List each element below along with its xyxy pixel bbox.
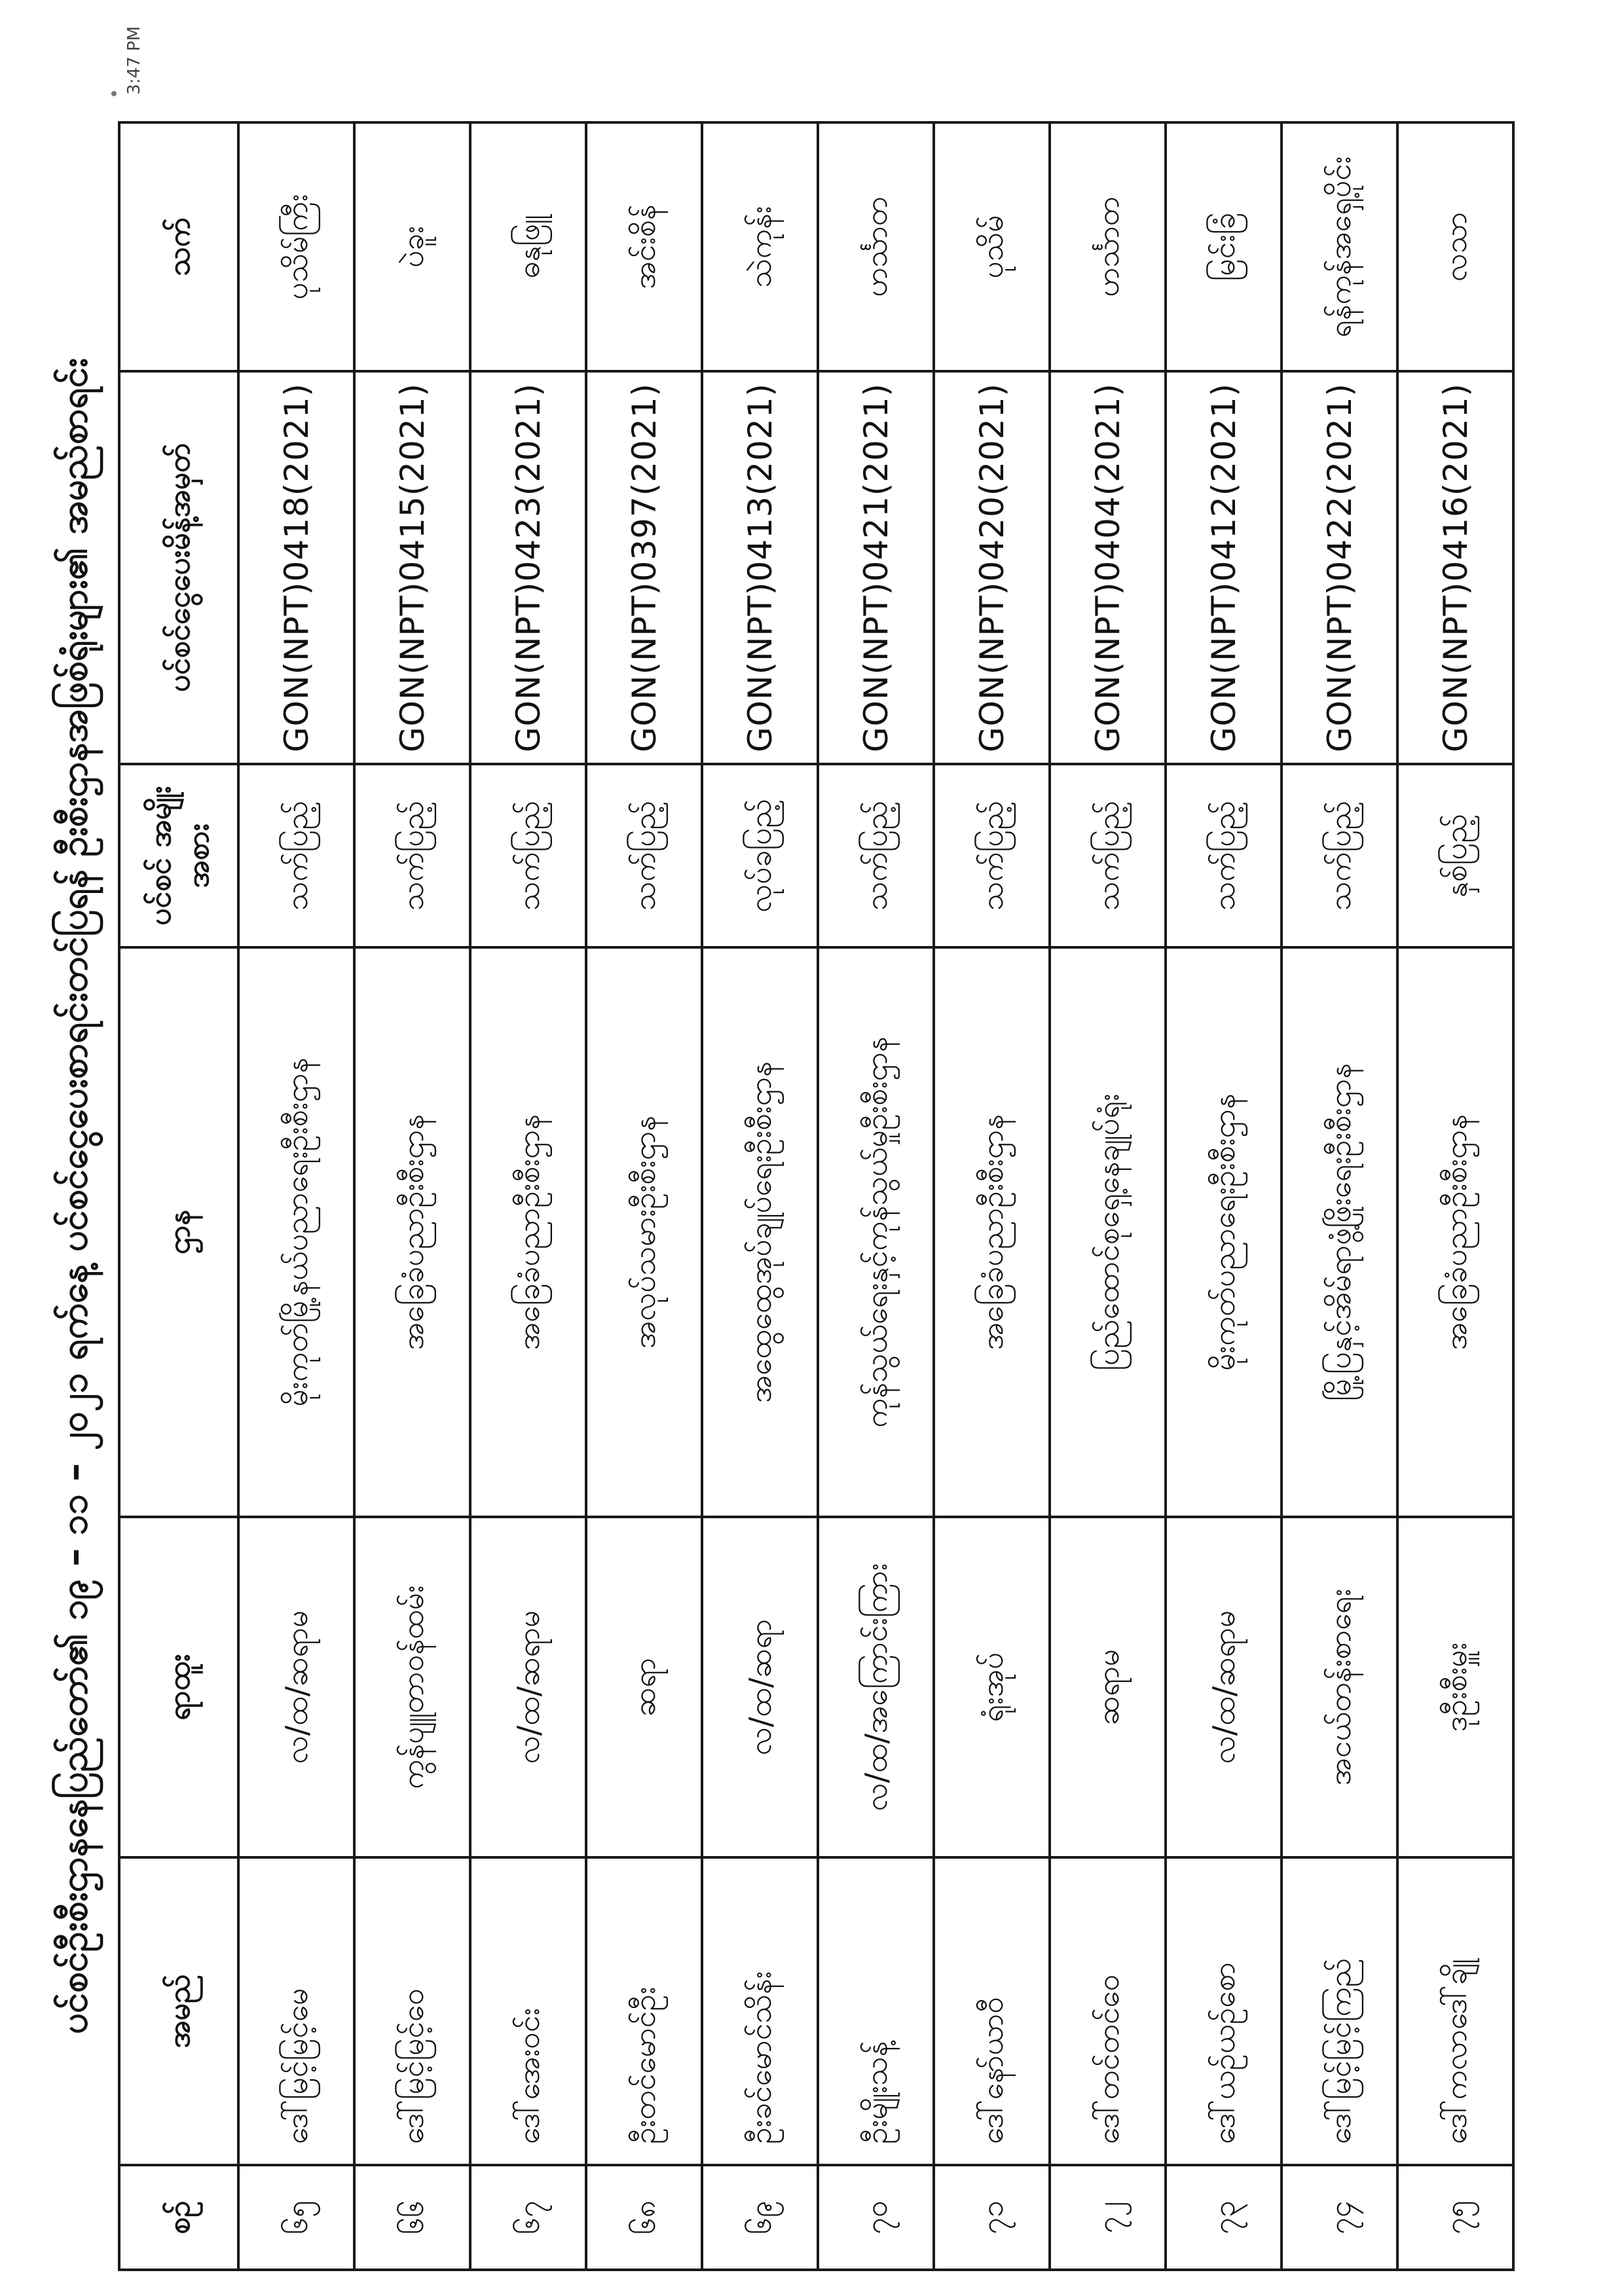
cell-name: ဒေါ်ကလာဒေါ်ချို <box>1397 1857 1513 2165</box>
table-row <box>586 122 702 2270</box>
cell-ref: GON(NPT)0422(2021) <box>1282 371 1397 764</box>
header-no: စဉ် <box>119 2165 238 2270</box>
cell-pension-type: သက်ပြည့် <box>934 764 1050 947</box>
cell-pension-type: သက်ပြည့် <box>818 764 934 947</box>
cell-dept: ကုန်သွယ်ရေးနှင့်ကုန်သွယ်မှုဦးစီးဌာန <box>818 947 934 1517</box>
cell-no: ၆၅ <box>238 2165 354 2270</box>
cell-township: ပုသိမ်ကြီး <box>238 122 354 371</box>
cell-township: ဟင်္သာတ <box>818 122 934 371</box>
cell-ref: GON(NPT)0413(2021) <box>702 371 818 764</box>
cell-dept: အခြေခံပညာဦးစီးဌာန <box>354 947 470 1517</box>
cell-rank: လ/ထ/ဆရာမ <box>238 1517 354 1857</box>
cell-no: ၇၂ <box>1050 2165 1166 2270</box>
cell-township: ရန်ကုန်အရှေ့ပိုင်း <box>1282 122 1397 371</box>
header-township: သက် <box>119 122 238 371</box>
cell-township: ဟင်္သာတ <box>1050 122 1166 371</box>
header-rank: ရာထူး <box>119 1517 238 1857</box>
table-row <box>818 122 934 2270</box>
table-header-row <box>119 122 238 2270</box>
cell-rank: လ/ထ/ဆရာမ <box>470 1517 586 1857</box>
cell-pension-type: လုပ်ခပြည့် <box>702 764 818 947</box>
header-pension-type: ပင်စင် အမျိုးအစား <box>119 764 238 947</box>
table-row <box>702 122 818 2270</box>
cell-rank: လ/ထ/ဆရာမ <box>1166 1517 1282 1857</box>
cell-ref: GON(NPT)0420(2021) <box>934 371 1050 764</box>
cell-no: ၆၇ <box>470 2165 586 2270</box>
cell-dept: အလုပ်သမားဦးစီးဌာန <box>586 947 702 1517</box>
cell-name: ဒေါ်ယဉ်ယဉ်စော <box>1166 1857 1282 2165</box>
cell-rank: ဆရာ <box>586 1517 702 1857</box>
table-row <box>1397 122 1513 2270</box>
cell-name: ဒေါ်မြင့်မြင့်ကြည် <box>1282 1857 1397 2165</box>
cell-name: ဦးခင်မောင်သိန်း <box>702 1857 818 2165</box>
cell-ref: GON(NPT)0415(2021) <box>354 371 470 764</box>
header-ref: ပင်စင်ငွေပေးမိန့်အမှတ် <box>119 371 238 764</box>
cell-rank: ဒုဦးစီးမှူး <box>1397 1517 1513 1857</box>
pension-list-table <box>118 121 1515 2271</box>
cell-no: ၆၆ <box>354 2165 470 2270</box>
cell-rank: အငယ်တန်းစာရေး <box>1282 1517 1397 1857</box>
cell-rank: ကွန်ပျူတာဝန်ထမ်း <box>354 1517 470 1857</box>
cell-pension-type: သက်ပြည့် <box>238 764 354 947</box>
table-row <box>354 122 470 2270</box>
cell-dept: မိုးကုတ်ပညာရေးဦးစီးဌာန <box>1166 947 1282 1517</box>
cell-rank: ရုံးအုပ် <box>934 1517 1050 1857</box>
cell-no: ၇၅ <box>1397 2165 1513 2270</box>
cell-township: သဲကုန်း <box>702 122 818 371</box>
cell-ref: GON(NPT)0416(2021) <box>1397 371 1513 764</box>
cell-pension-type: သက်ပြည့် <box>586 764 702 947</box>
cell-ref: GON(NPT)0404(2021) <box>1050 371 1166 764</box>
cell-rank: လ/ထ/အကြောင်းကြား <box>818 1517 934 1857</box>
cell-name: ဒေါ်မြင့်မြင့်မေ <box>238 1857 354 2165</box>
cell-name: ဦးတင်မောင်ဦး <box>586 1857 702 2165</box>
cell-rank: လ/ထ/ဆရာ <box>702 1517 818 1857</box>
cell-ref: GON(NPT)0418(2021) <box>238 371 354 764</box>
cell-no: ၆၈ <box>586 2165 702 2270</box>
header-name: အမည် <box>119 1857 238 2165</box>
cell-pension-type: သက်ပြည့် <box>1282 764 1397 947</box>
cell-dept: ပြည်ထောင်စုရှေ့နေချုပ်ရုံး <box>1050 947 1166 1517</box>
cell-dept: မြို့ပြနှင့်အိမ်ရာဖွံ့ဖြိုးရေးဦးစီးဌာန <box>1282 947 1397 1517</box>
cell-pension-type: သက်ပြည့် <box>470 764 586 947</box>
cell-no: ၇၄ <box>1282 2165 1397 2270</box>
cell-no: ၇၀ <box>818 2165 934 2270</box>
table-row <box>934 122 1050 2270</box>
page-title: ပင်စင်ဦးစီးဌာနနေပြည်တော်၏ ၁၉ – ၁၁ – ၂၀၂၁ ရက်နေ့ ပင်စင်ငွေပေးစာရင်းတင်ပြရန် ဦးစီးဌာနအဖြစ်ရုံးများ၏ အမည်စာရင်း <box>53 358 96 2035</box>
cell-name: ဒေါ်အေးဝင်း <box>470 1857 586 2165</box>
table-row <box>1282 122 1397 2270</box>
cell-rank: ဆရာမ <box>1050 1517 1166 1857</box>
cell-dept: အထွေထွေအုပ်ချုပ်ရေးဦးစီးဌာန <box>702 947 818 1517</box>
cell-township: ပဲခူး <box>354 122 470 371</box>
cell-township: ဓနုဖြူ <box>470 122 586 371</box>
cell-no: ၇၃ <box>1166 2165 1282 2270</box>
cell-township: လသာ <box>1397 122 1513 371</box>
cell-pension-type: သက်ပြည့် <box>1166 764 1282 947</box>
cell-pension-type: နှစ်ပြည့် <box>1397 764 1513 947</box>
cell-no: ၇၁ <box>934 2165 1050 2270</box>
scan-speck <box>111 91 117 96</box>
cell-dept: အခြေခံပညာဦးစီးဌာန <box>934 947 1050 1517</box>
cell-ref: GON(NPT)0412(2021) <box>1166 371 1282 764</box>
table-row <box>1050 122 1166 2270</box>
cell-name: ဒေါ်မြင့်မြင့်ဝေ <box>354 1857 470 2165</box>
cell-pension-type: သက်ပြည့် <box>1050 764 1166 947</box>
cell-dept: မိုးကုတ်မြို့နယ်ပညာရေးဦးစီးဌာန <box>238 947 354 1517</box>
cell-dept: အခြေခံပညာဦးစီးဌာန <box>470 947 586 1517</box>
table-row <box>470 122 586 2270</box>
cell-ref: GON(NPT)0423(2021) <box>470 371 586 764</box>
cell-township: မြင်းခြံ <box>1166 122 1282 371</box>
table-row <box>1166 122 1282 2270</box>
cell-name: ဒေါ်နော်ယာဝီ <box>934 1857 1050 2165</box>
cell-name: ဒေါ်တင်တင်ဝေ <box>1050 1857 1166 2165</box>
cell-dept: အခြေခံပညာဦးစီးဌာန <box>1397 947 1513 1517</box>
cell-ref: GON(NPT)0397(2021) <box>586 371 702 764</box>
cell-no: ၆၉ <box>702 2165 818 2270</box>
cell-pension-type: သက်ပြည့် <box>354 764 470 947</box>
cell-township: ပုသိမ် <box>934 122 1050 371</box>
table-row <box>238 122 354 2270</box>
cell-ref: GON(NPT)0421(2021) <box>818 371 934 764</box>
header-dept: ဌာန <box>119 947 238 1517</box>
cell-name: ဦးမျိုးသန့် <box>818 1857 934 2165</box>
print-timestamp: 3:47 PM <box>124 26 144 95</box>
cell-township: အင်းစိန် <box>586 122 702 371</box>
